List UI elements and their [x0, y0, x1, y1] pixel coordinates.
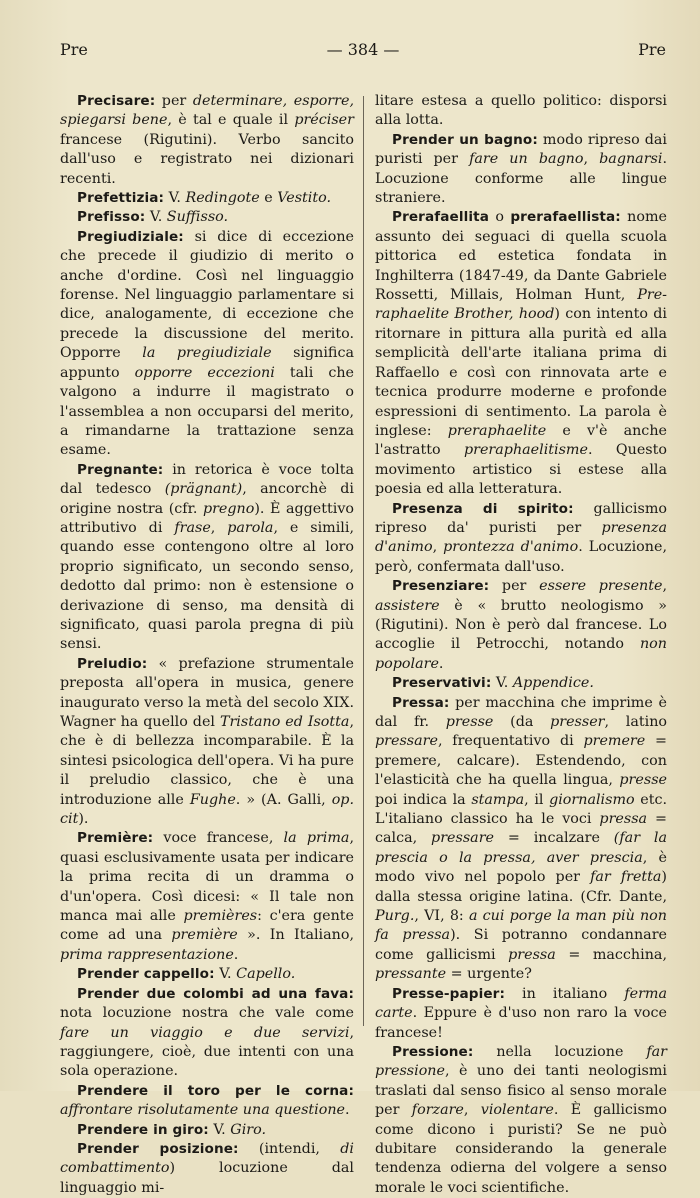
entry-italic-text: pressare — [375, 733, 438, 750]
entry-italic-text: stampa — [471, 791, 525, 808]
entry-text: , frequentativo di — [437, 733, 584, 750]
entry-italic-text: di combattimento — [60, 1140, 354, 1177]
dictionary-entry — [375, 694, 667, 985]
entry-text: = premere, calcare). Estendendo, con l'elasticità che ha quella lingua, — [375, 733, 667, 789]
entry-text: « prefazione strumentale preposta all'opera in musica, genere inaugurato verso la metà del secolo XIX. Wagner ha quello del — [60, 655, 354, 730]
dictionary-entry — [60, 829, 354, 965]
entry-text: , latino — [604, 714, 668, 730]
column-divider — [363, 96, 364, 1026]
entry-italic-text: assistere — [375, 597, 440, 614]
entry-text: , è modo vivo nel popolo per — [375, 849, 667, 886]
entry-text: nome assunto dei seguaci di quella scuola pittorica ed estetica fondata in Inghilterra (1847-49, da Dante Gabriele Rossetti, Millais, Holman Hunt, — [375, 209, 667, 304]
entry-text: poi indica la — [375, 791, 472, 808]
entry-text: o — [489, 209, 511, 226]
entry-italic-text: Pre-raphaelite Brother, hood — [375, 287, 667, 323]
entry-text: ) dalla stessa origine latina. (Cfr. Dante, — [375, 869, 667, 905]
entry-italic-text: pressa — [508, 946, 556, 963]
header-left-guideword: Pre — [60, 40, 88, 59]
entry-headword: Preludio: — [77, 655, 148, 672]
entry-text: , VI, 8: — [414, 908, 469, 925]
entry-text: ) locuzione dal linguaggio mi- — [60, 1160, 354, 1196]
entry-headword: Presse-papier: — [392, 985, 505, 1002]
entry-headword: Prendere il toro per le corna: — [77, 1082, 354, 1099]
entry-italic-text: (prägnant) — [164, 481, 243, 498]
entry-text: ). È aggettivo attributivo di — [60, 500, 355, 536]
entry-italic-text: Fughe — [189, 791, 236, 808]
entry-text: in retorica è voce tolta dal tedesco — [60, 461, 354, 498]
page-number: — 384 — — [326, 40, 400, 59]
entry-text: francese (Rigutini). Verbo sancito dall'uso e registrato nei dizionari recenti. — [60, 131, 354, 187]
entry-text: tali che valgono a indurre il magistrato o l'assemblea a non occuparsi del merito, a rimandarne la trattazione senza esame. — [60, 364, 354, 459]
entry-text: modo ripreso dai puristi per — [375, 131, 668, 168]
entry-text: , il — [524, 791, 550, 808]
dictionary-entry — [375, 131, 667, 209]
entry-italic-text: Giro. — [230, 1121, 267, 1138]
dictionary-entry — [60, 965, 354, 984]
entry-italic-text: determinare, esporre, spiegarsi bene — [60, 93, 354, 129]
entry-text: in italiano — [504, 985, 625, 1002]
entry-headword: Prendere in giro: — [77, 1121, 209, 1138]
entry-italic-text: ferma carte — [375, 985, 667, 1022]
entry-italic-text: preraphaelite — [447, 422, 547, 439]
entry-text: . — [345, 1102, 350, 1119]
entry-text: litare estesa a quello politico: disporsi alla lotta. — [375, 93, 667, 129]
dictionary-entry — [375, 500, 667, 578]
entry-italic-text: bagnarsi — [599, 151, 663, 168]
entry-text: . Eppure è d'uso non raro la voce francese! — [375, 1005, 667, 1041]
dictionary-entry — [60, 208, 354, 227]
entry-italic-text: violentare — [480, 1102, 554, 1119]
entry-text: e — [259, 190, 278, 207]
entry-italic-text: la pregiudiziale — [142, 345, 272, 362]
entry-text: per — [489, 578, 540, 595]
entry-italic-text: opporre eccezioni — [134, 364, 275, 381]
entry-headword: Precisare: — [77, 93, 156, 109]
entry-headword: Prender cappello: — [77, 966, 215, 983]
entry-italic-text: giornalismo — [549, 791, 635, 808]
entry-italic-text: Tristano ed Isotta — [219, 714, 350, 730]
entry-italic-text: presenza d'animo — [375, 519, 667, 556]
entry-text: , — [662, 578, 667, 595]
entry-text: ). Si potranno condannare come gallicismi — [375, 927, 667, 963]
entry-italic-text: prontezza d'animo — [443, 539, 579, 556]
entry-text: , che è di bellezza incomparabile. È la sintesi psicologica dell'opera. Vi ha pure il preludio classico, che è una introduzione alle — [60, 714, 354, 808]
dictionary-entry — [60, 189, 354, 208]
dictionary-entry — [375, 92, 667, 131]
entry-italic-text: non popolare — [375, 636, 667, 672]
entry-italic-text: parola — [227, 519, 274, 536]
dictionary-entry — [375, 1043, 667, 1198]
entry-italic-text: far pressione — [375, 1043, 667, 1080]
entry-italic-text: Redingote — [185, 190, 260, 207]
entry-italic-text: Vestito. — [277, 190, 331, 207]
entry-text: = macchina, — [555, 946, 667, 963]
entry-text: (intendi, — [238, 1140, 341, 1157]
entry-text: . Locuzione conforme alle lingue straniere. — [375, 151, 667, 207]
entry-italic-text: fare un viaggio e due servizi — [60, 1024, 350, 1041]
entry-italic-text: prima rappresentazione — [60, 946, 234, 963]
entry-text: = calca, — [375, 811, 667, 847]
entry-text: ) con intento di ritornare in pittura alla purità ed alla semplicità dell'arte italiana prima di Raffaello e così con rinnovata arte e tecnica produrre moderne e profonde espressioni di sentimento. La parola è inglese: — [375, 306, 667, 439]
entry-text: . Questo movimento artistico si estese alla poesia ed alla letteratura. — [375, 442, 667, 498]
entry-text: V. — [208, 1121, 231, 1138]
entry-text: si dice di eccezione che precede il giudizio di merito o anche d'ordine. Così nel linguaggio forense. Nel linguaggio parlamentare si dice, analogamente, di eccezione che precede la discussione del merito. Opporre — [60, 228, 354, 362]
entry-italic-text: forzare — [411, 1102, 464, 1119]
entry-text: . — [233, 946, 239, 963]
entry-text: . Locuzione, però, confermata dall'uso. — [375, 539, 667, 575]
entry-italic-text: (far la prescia o la pressa, aver prescia — [375, 830, 667, 866]
entry-headword: prerafaellista: — [510, 209, 621, 226]
entry-italic-text: Appendice. — [512, 675, 594, 692]
entry-headword: Prerafaellita — [392, 209, 490, 226]
entry-italic-text: premières — [183, 908, 258, 925]
dictionary-entry — [375, 577, 667, 674]
dictionary-entry — [60, 1140, 354, 1198]
entry-headword: Pressa: — [392, 694, 450, 711]
entry-text: , e simili, quando esse contengono oltre al loro proprio significato, un secondo senso, dedotto dal primo: non è estensione o derivazione di senso, ma densità di significato, quasi parola pregna di più sensi. — [60, 519, 354, 653]
entry-text: , — [210, 519, 228, 536]
entry-text: . È gallicismo come dicono i puristi? Se ne può dubitare considerando la generale tendenza odierna del volgere a senso morale le voci scientifiche. — [375, 1102, 667, 1196]
entry-text: etc. L'italiano classico ha le voci — [375, 791, 667, 828]
dictionary-entry — [375, 674, 667, 693]
entry-italic-text: presse — [619, 772, 667, 789]
entry-text: V. — [491, 675, 513, 692]
entry-italic-text: op. cit — [60, 791, 354, 828]
entry-italic-text: pressa — [599, 811, 648, 828]
entry-italic-text: préciser — [294, 112, 354, 129]
dictionary-entry — [60, 1082, 354, 1121]
dictionary-entry — [60, 655, 354, 830]
entry-italic-text: Purg. — [375, 908, 415, 925]
entry-headword: Prender posizione: — [77, 1140, 239, 1157]
entry-text: , — [583, 151, 600, 168]
entry-headword: Preservativi: — [392, 675, 492, 692]
entry-italic-text: pressante — [375, 966, 447, 983]
entry-italic-text: a cui porge la man più non fa pressa — [375, 908, 667, 944]
entry-text: , — [432, 539, 444, 556]
dictionary-entry — [375, 208, 667, 499]
entry-text: = incalzare — [494, 830, 614, 847]
entry-text: ». In Italiano, — [237, 927, 354, 944]
entry-text: per — [155, 93, 193, 109]
running-header — [60, 40, 666, 62]
entry-text: è « brutto neologismo » (Rigutini). Non è però dal francese. Lo accoglie il Petrocchi, notando — [375, 597, 667, 653]
entry-italic-text: premere — [583, 733, 646, 750]
entry-headword: Prefisso: — [77, 209, 146, 226]
entry-headword: Pregnante: — [77, 461, 164, 478]
entry-headword: Prefettizia: — [77, 190, 165, 207]
entry-italic-text: preraphaelitisme — [463, 442, 588, 459]
entry-text: = urgente? — [446, 966, 532, 983]
entry-text: e v'è anche l'astratto — [375, 422, 667, 459]
entry-italic-text: fare un bagno — [469, 151, 584, 168]
entry-text: . » (A. Galli, — [235, 791, 332, 808]
entry-text: nella locuzione — [473, 1043, 647, 1060]
entry-italic-text: pregno — [202, 500, 255, 517]
entry-text: , è uno dei tanti neologismi traslati dal senso fisico al senso morale per — [375, 1063, 667, 1119]
entry-headword: Pregiudiziale: — [77, 228, 184, 245]
entry-italic-text: far fretta — [590, 869, 662, 886]
entry-text: gallicismo ripreso da' puristi per — [375, 500, 667, 536]
entry-text: V. — [145, 209, 167, 226]
entry-italic-text: Suffisso. — [166, 209, 229, 226]
dictionary-entry — [60, 1121, 354, 1140]
entry-italic-text: affrontare risolutamente una questione — [60, 1102, 346, 1119]
entry-headword: Prender due colombi ad una fava: — [77, 985, 354, 1002]
entry-text: , ancorchè di origine nostra (cfr. — [60, 481, 354, 517]
entry-italic-text: presser — [550, 714, 605, 730]
entry-italic-text: pressare — [431, 830, 494, 847]
entry-text: . — [438, 655, 444, 672]
dictionary-entry — [60, 228, 354, 461]
entry-italic-text: presse — [445, 714, 494, 730]
entry-text: significa appunto — [60, 345, 354, 381]
entry-italic-text: la prima — [283, 830, 350, 847]
dictionary-entry — [60, 461, 354, 655]
entry-italic-text: Capello. — [236, 966, 296, 983]
entry-text: , — [463, 1102, 481, 1119]
dictionary-entry — [375, 985, 667, 1043]
entry-headword: Presenza di spirito: — [392, 500, 574, 517]
dictionary-entry — [60, 985, 354, 1082]
dictionary-entry — [60, 92, 354, 189]
entry-text: V. — [214, 966, 237, 983]
entry-text: ). — [78, 811, 89, 828]
entry-text: (da — [493, 714, 551, 730]
entry-text: : c'era gente come ad una — [60, 908, 354, 944]
header-right-guideword: Pre — [638, 40, 666, 59]
entry-headword: Presenziare: — [392, 578, 490, 595]
entry-text: V. — [164, 190, 186, 207]
right-column — [375, 92, 667, 1198]
entry-text: nota locuzione nostra che vale come — [60, 1005, 354, 1022]
entry-text: , è tal e quale il — [167, 112, 295, 129]
entry-italic-text: frase — [174, 519, 211, 536]
entry-headword: Prender un bagno: — [392, 131, 538, 148]
entry-text: per macchina che imprime è dal fr. — [375, 694, 667, 730]
entry-text: voce francese, — [153, 830, 284, 847]
entry-italic-text: essere presente — [539, 578, 663, 595]
entry-text: , quasi esclusivamente usata per indicare la prima recita di un dramma o d'un'opera. Così dicesi: « Il tale non manca mai alle — [60, 830, 354, 925]
entry-headword: Première: — [77, 830, 154, 847]
left-column — [60, 92, 354, 1198]
entry-italic-text: première — [171, 927, 238, 944]
entry-headword: Pressione: — [392, 1043, 474, 1060]
entry-text: , raggiungere, cioè, due intenti con una sola operazione. — [60, 1024, 354, 1080]
